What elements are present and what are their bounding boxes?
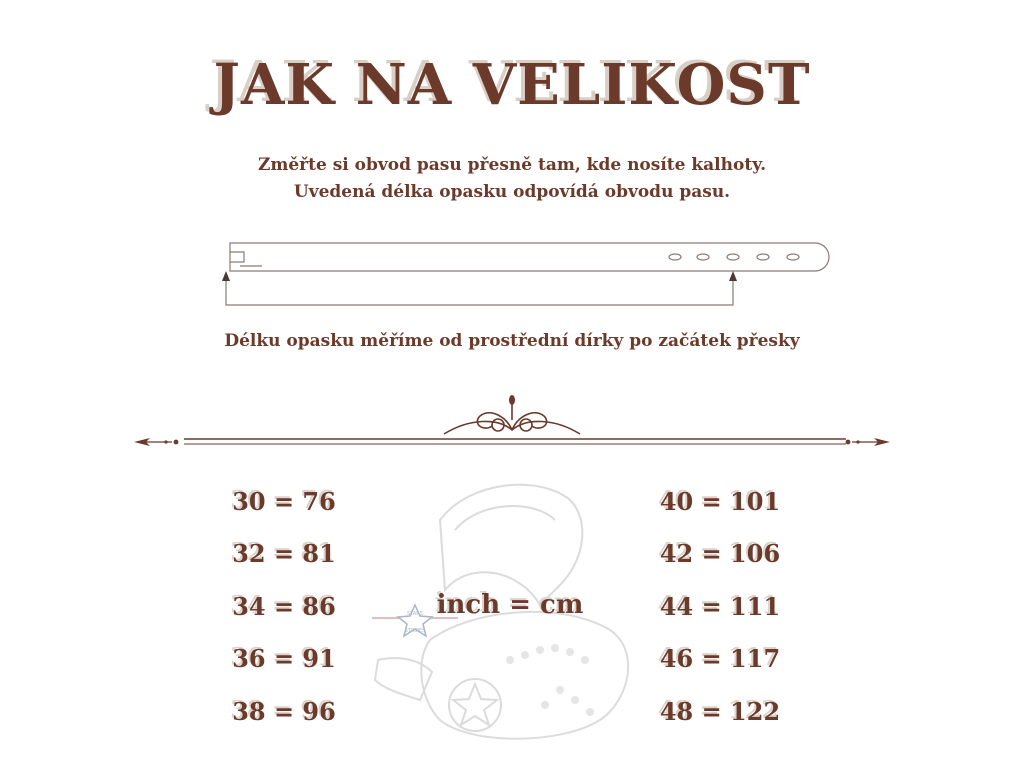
unit-label: inch = cm: [436, 590, 584, 620]
size-item: 44 = 111: [659, 592, 781, 621]
size-item: 40 = 101: [659, 487, 781, 516]
star-concho: [449, 679, 501, 731]
size-item: 30 = 76: [232, 487, 336, 516]
size-item: 48 = 122: [659, 697, 781, 726]
page-title: JAK NA VELIKOST: [213, 52, 811, 118]
svg-text:STRIPES: STRIPES: [404, 628, 426, 634]
intro-line-1: Změřte si obvod pasu přesně tam, kde nosíte kalhoty.: [257, 155, 767, 175]
intro-line-2: Uvedená délka opasku odpovídá obvodu pasu.: [293, 182, 731, 202]
svg-text:STARS: STARS: [407, 611, 423, 617]
size-item: 42 = 106: [659, 539, 781, 568]
size-item: 36 = 91: [232, 644, 336, 673]
buckle-outline: [440, 485, 582, 605]
size-item: 46 = 117: [659, 644, 781, 673]
belt-loop: [421, 612, 628, 739]
measure-note: Délku opasku měříme od prostřední dírky po začátek přesky: [224, 331, 800, 351]
size-item: 38 = 96: [232, 697, 336, 726]
size-item: 34 = 86: [232, 592, 336, 621]
size-item: 32 = 81: [232, 539, 336, 568]
